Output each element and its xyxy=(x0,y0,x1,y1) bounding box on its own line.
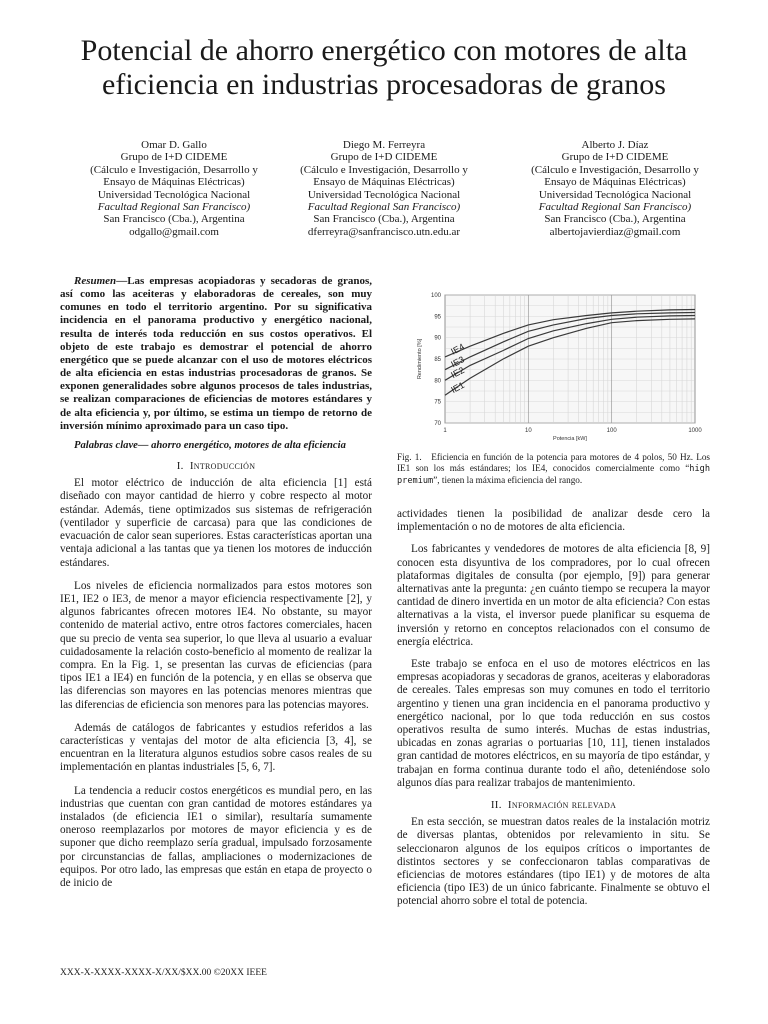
author-city: San Francisco (Cba.), Argentina xyxy=(103,213,245,226)
author-dept: Ensayo de Máquinas Eléctricas) xyxy=(313,176,455,189)
author-2 xyxy=(259,139,509,238)
y-tick-label: 85 xyxy=(434,357,441,363)
paragraph: Este trabajo se enfoca en el uso de motores eléctricos en las empresas acopiadoras y secadoras de granos, aceiteras y elaboradoras de cereales. Tales empresas son muy comunes en todo el territorio argentino y tienen una gran incidencia en el panorama productivo y energético nacional, por lo que toda reducción en sus costos operativos resulta de sumo interés. Muchas de estas industrias, ubicadas en zonas agrarias o portuarias [10, 11], tienen instalados gran cantidad de motores eléctricos, en su mayoría de tipo estándar, y trabajan en forma continua durante todo el año, deteniéndose solo algunos días para realizar trabajos de mantenimiento. xyxy=(397,658,710,789)
paragraph: La tendencia a reducir costos energéticos es mundial pero, en las industrias que cuentan con gran cantidad de motores estándares ya instalados (de eficiencia IE1 o similar), resultaría sumamente oneroso reemplazarlos por motores de mayor eficiencia y es de suponer que dicho reemplazo sería gradual, impulsado forzosamente por circunstancias de fallas, ampliaciones o modernizaciones de equipos. Por otro lado, las empresas que están en etapa de proyecto o de inicio de xyxy=(60,784,372,889)
author-email: odgallo@gmail.com xyxy=(129,225,219,238)
caption-text-end: ”, tienen la máxima eficiencia del rango. xyxy=(433,475,583,486)
series-label-ie1: IE1 xyxy=(449,379,466,396)
series-label-ie3: IE3 xyxy=(449,354,466,370)
paragraph: Los fabricantes y vendedores de motores de alta eficiencia [8, 9] conocen esta disyuntiva de los compradores, por lo cual ofrecen plataformas digitales de consulta (por ejemplo, [9]) para generar alternativas ante la pregunta: ¿en cuánto tiempo se recupera la mayor cantidad de dinero invertida en un motor de alta eficiencia? Con estas alternativas a la vista, el inversor puede planificar su esquema de inversión y retorno en conceptos relacionados con el consumo de energía eléctrica. xyxy=(397,543,710,648)
author-email: albertojavierdiaz@gmail.com xyxy=(549,225,681,238)
author-city: San Francisco (Cba.), Argentina xyxy=(544,213,686,226)
author-dept: (Cálculo e Investigación, Desarrollo y xyxy=(90,163,258,176)
efficiency-chart xyxy=(405,283,705,443)
author-university: Universidad Tecnológica Nacional xyxy=(307,188,461,201)
right-column xyxy=(397,508,710,918)
left-column xyxy=(60,275,372,900)
author-name: Alberto J. Díaz xyxy=(581,139,649,151)
author-faculty: Facultad Regional San Francisco) xyxy=(97,201,251,214)
efficiency-figure xyxy=(405,283,705,443)
paragraph: Además de catálogos de fabricantes y estudios referidos a las características y ventajas del motor de alta eficiencia [3, 4], se encuentran en la literatura algunos estudios sobre casos reales de su implementación en plantas industriales [5, 6, 7]. xyxy=(60,721,372,774)
y-tick-label: 75 xyxy=(434,399,441,406)
section-title: Información relevada xyxy=(507,799,617,812)
caption-prefix: Fig. 1. xyxy=(397,452,422,462)
x-tick-label: 10 xyxy=(524,428,532,434)
author-dept: (Cálculo e Investigación, Desarrollo y xyxy=(531,163,699,176)
footer-copyright: XXX-X-XXXX-XXXX-X/XX/$XX.00 ©20XX IEEE xyxy=(60,968,267,978)
author-dept: (Cálculo e Investigación, Desarrollo y xyxy=(300,163,468,176)
author-faculty: Facultad Regional San Francisco) xyxy=(538,201,692,214)
author-university: Universidad Tecnológica Nacional xyxy=(97,188,251,201)
author-group: Grupo de I+D CIDEME xyxy=(330,151,438,164)
author-dept: Ensayo de Máquinas Eléctricas) xyxy=(544,176,686,189)
x-axis-label: Potencia [kW] xyxy=(553,436,587,442)
paragraph: actividades tienen la posibilidad de analizar desde cero la implementación o no de motores de alta eficiencia. xyxy=(397,508,710,534)
paragraph: En esta sección, se muestran datos reales de la instalación motriz de diversas plantas, obtenidos por relevamiento in situ. Se seleccionaron algunos de los equipos críticos o importantes de distintos sectores y se confeccionaron tablas comparativas de eficiencias de motores estándares (tipo IE1) y de motores de alta eficiencia (tipo IE3) de un único fabricante. Finalmente se obtuvo el potencial ahorro sobre el total de potencia. xyxy=(397,816,710,908)
y-axis-label: Rendimiento [%] xyxy=(417,338,423,380)
x-tick-label: 100 xyxy=(606,428,617,434)
section-heading-1 xyxy=(60,460,372,473)
author-name: Diego M. Ferreyra xyxy=(342,139,426,151)
author-name: Omar D. Gallo xyxy=(141,139,207,151)
author-group: Grupo de I+D CIDEME xyxy=(561,151,669,164)
abstract-lead: Resumen xyxy=(74,275,117,287)
section-heading-2 xyxy=(397,799,710,812)
series-label-ie4: IE4 xyxy=(449,341,466,357)
section-title: Introducción xyxy=(189,460,256,473)
paragraph: Los niveles de eficiencia normalizados para estos motores son IE1, IE2 o IE3, de menor a mayor eficiencia respectivamente [2], y algunos fabricantes ofrecen motores IE4. No obstante, su mayor contenido de material activo, entre otros factores comerciales, hacen que su precio de venta sea superior, lo que lleva al usuario a evaluar cuidadosamente la relación costo-beneficio al momento de realizar la compra. En la Fig. 1, se presentan las curvas de eficiencias (para tipos IE1 a IE4) en función de la potencia, y en ellas se observa que las diferencias son mayores en las potencias menores mientras que las diferencias de eficiencia son menores para las potencias mayores. xyxy=(60,579,372,711)
section-number: II. xyxy=(490,799,502,812)
author-3 xyxy=(490,139,740,238)
y-tick-label: 80 xyxy=(434,378,441,385)
y-tick-label: 100 xyxy=(430,293,441,299)
author-university: Universidad Tecnológica Nacional xyxy=(538,188,692,201)
figure-caption xyxy=(397,452,710,488)
abstract-text: —Las empresas acopiadoras y secadoras de granos, así como las aceiteras y elaboradoras de cereales, son muy comunes en todo el territorio argentino. Por su significativa incidencia en el panorama productivo y energético nacional, resulta de interés toda reducción en sus costos operativos. El objeto de este trabajo es demostrar el potencial de ahorro energético que se puede alcanzar con el uso de motores eléctricos de alta eficiencia en estas industrias procesadoras de granos. Se exponen generalidades sobre algunos procesos de tales industrias, se realizan comparaciones de eficiencias de motores estándares y de alta eficiencia y, por último, se estima un tiempo de retorno de inversión mínimo aproximado para un caso tipo. xyxy=(60,275,372,432)
author-city: San Francisco (Cba.), Argentina xyxy=(313,213,455,226)
paper-title: Potencial de ahorro energético con motores de alta eficiencia en industrias procesadoras de granos xyxy=(80,34,688,101)
y-tick-label: 95 xyxy=(434,314,441,321)
x-tick-label: 1 xyxy=(443,428,447,434)
keywords: Palabras clave— ahorro energético, motores de alta eficiencia xyxy=(74,439,346,451)
paragraph: El motor eléctrico de inducción de alta eficiencia [1] está diseñado con mayor cantidad de hierro y cobre respecto al motor estándar. Además, tiene optimizados sus sistemas de refrigeración (ventilador y superficie de carcasa) para que las condiciones de evacuación de calor sean superiores. Estas características aportan una ventaja adicional a las tantas que ya tienen los motores de inducción estándares. xyxy=(60,477,372,569)
author-dept: Ensayo de Máquinas Eléctricas) xyxy=(103,176,245,189)
section-number: I. xyxy=(176,460,184,473)
y-tick-label: 90 xyxy=(434,335,441,342)
series-label-ie2: IE2 xyxy=(449,364,466,381)
x-tick-label: 1000 xyxy=(688,428,702,434)
y-tick-label: 70 xyxy=(434,421,441,427)
author-group: Grupo de I+D CIDEME xyxy=(120,151,228,164)
caption-text: Eficiencia en función de la potencia para motores de 4 polos, 50 Hz. Los IE1 son los más estándares; los IE4, conocidos comercialmente como “ xyxy=(397,452,710,474)
author-block xyxy=(0,139,768,249)
caption-highlight: high premium xyxy=(397,464,710,487)
author-faculty: Facultad Regional San Francisco) xyxy=(307,201,461,214)
abstract xyxy=(60,275,372,433)
author-email: dferreyra@sanfrancisco.utn.edu.ar xyxy=(307,225,461,238)
